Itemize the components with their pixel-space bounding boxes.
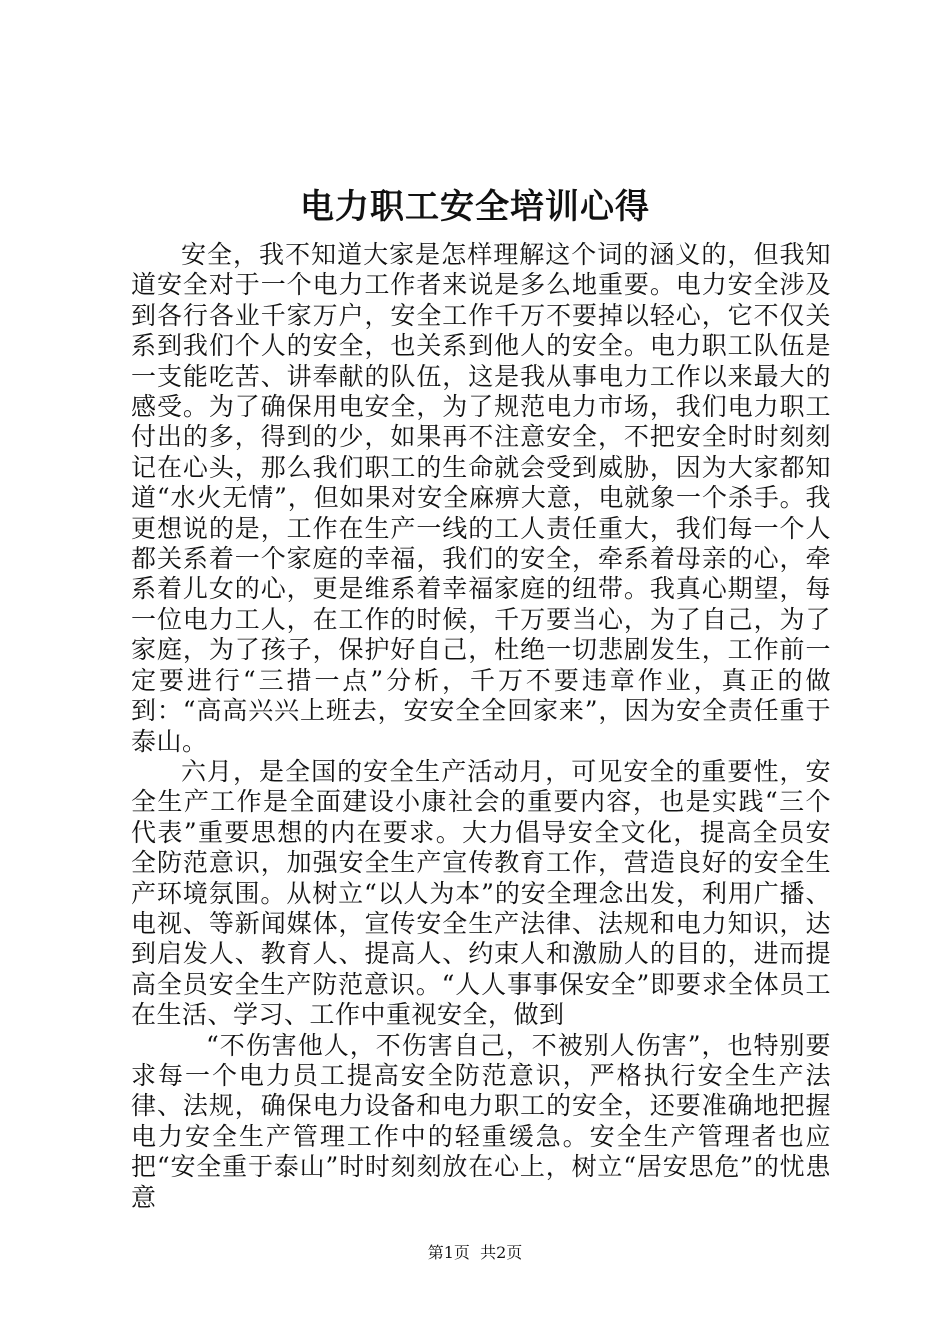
paragraph-3: “不伤害他人，不伤害自己，不被别人伤害”，也特别要求每一个电力员工提高安全防范意识，严格执行安全生产法律、法规，确保电力设备和电力职工的安全，还要准确地把握电力安全生产管理工作中的轻重缓急。安全生产管理者也应把“安全重于泰山”时时刻刻放在心上，树立“居安思危”的忧患意 (131, 1030, 831, 1212)
document-body (131, 240, 831, 1213)
paragraph-2: 六月，是全国的安全生产活动月，可见安全的重要性，安全生产工作是全面建设小康社会的重要内容，也是实践“三个代表”重要思想的内在要求。大力倡导安全文化，提高全员安全防范意识，加强安全生产宣传教育工作，营造良好的安全生产环境氛围。从树立“以人为本”的安全理念出发，利用广播、电视、等新闻媒体，宣传安全生产法律、法规和电力知识，达到启发人、教育人、提高人、约束人和激励人的目的，进而提高全员安全生产防范意识。“人人事事保安全”即要求全体员工在生活、学习、工作中重视安全，做到 (131, 756, 831, 1030)
document-title: 电力职工安全培训心得 (300, 187, 650, 227)
page-footer: 第1页 共2页 (427, 1243, 523, 1262)
paragraph-1: 安全，我不知道大家是怎样理解这个词的涵义的，但我知道安全对于一个电力工作者来说是多么地重要。电力安全涉及到各行各业千家万户，安全工作千万不要掉以轻心，它不仅关系到我们个人的安全，也关系到他人的安全。电力职工队伍是一支能吃苦、讲奉献的队伍，这是我从事电力工作以来最大的感受。为了确保用电安全，为了规范电力市场，我们电力职工付出的多，得到的少，如果再不注意安全，不把安全时时刻刻记在心头，那么我们职工的生命就会受到威胁，因为大家都知道“水火无情”，但如果对安全麻痹大意，电就象一个杀手。我更想说的是，工作在生产一线的工人责任重大，我们每一个人都关系着一个家庭的幸福，我们的安全，牵系着母亲的心，牵系着儿女的心，更是维系着幸福家庭的纽带。我真心期望，每一位电力工人，在工作的时候，千万要当心，为了自己，为了家庭，为了孩子，保护好自己，杜绝一切悲剧发生，工作前一定要进行“三措一点”分析，千万不要违章作业，真正的做到：“高高兴兴上班去，安安全全回家来”，因为安全责任重于泰山。 (131, 240, 831, 756)
